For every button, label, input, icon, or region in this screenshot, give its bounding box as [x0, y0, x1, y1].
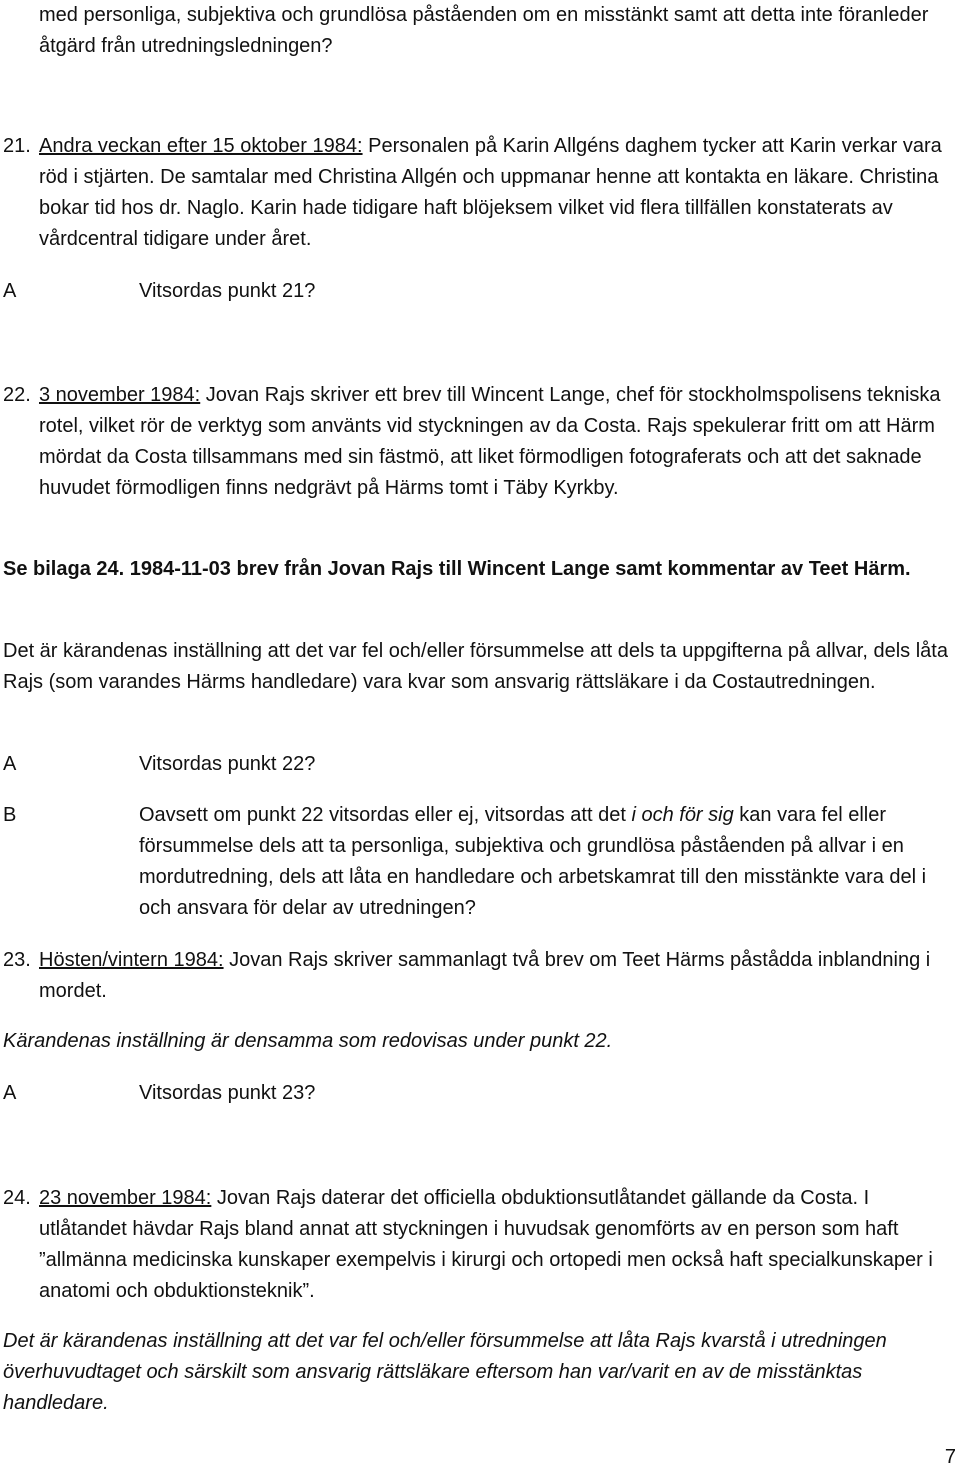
position-24: Det är kärandenas inställning att det var fel och/eller försummelse att låta Rajs kvarstå i utredningen överhuvudtaget och särskilt som ansvarig rättsläkare eftersom han var/varit en av de misstänktas handledare. [3, 1330, 887, 1414]
intro-paragraph: med personliga, subjektiva och grundlösa påståenden om en misstänkt samt att detta inte föranleder åtgärd från utredningsledningen? [39, 4, 929, 57]
question-letter: A [3, 753, 17, 775]
item-body: Jovan Rajs skriver ett brev till Wincent Lange, chef för stockholmspolisens tekniska rotel, vilket rör de verktyg som använts vid styckningen av da Costa. Rajs spekulerar fritt om att Härm mördat da Costa tillsammans med sin fästmö, att liket förmodligen fotograferats och att det saknade huvudet förmodligen finns nedgrävt på Härms tomt i Täby Kyrkby. [39, 384, 941, 499]
page-number: 7 [944, 1446, 956, 1468]
question-letter: A [3, 280, 17, 302]
position-23: Kärandenas inställning är densamma som redovisas under punkt 22. [3, 1030, 613, 1052]
bilaga-reference: Se bilaga 24. 1984-11-03 brev från Jovan Rajs till Wincent Lange samt kommentar av Teet Härm. [3, 558, 911, 580]
question-letter: B [3, 804, 17, 826]
item-body: Jovan Rajs skriver sammanlagt två brev om Teet Härms påstådda inblandning i mordet. [39, 949, 931, 1002]
item-number: 22. [3, 384, 31, 406]
emphasis: i och för sig [631, 804, 734, 826]
question-text: Vitsordas punkt 21? [139, 280, 316, 302]
item-body: Jovan Rajs daterar det officiella obduktionsutlåtandet gällande da Costa. I utlåtandet hävdar Rajs bland annat att styckningen i huvudsak genomförts av en person som haft ”allmänna medicinska kunskaper exempelvis i kirurgi och ortopedi men också haft specialkunskaper i anatomi och obduktionsteknik”. [39, 1187, 933, 1302]
question-text: Vitsordas punkt 23? [139, 1082, 316, 1104]
item-date: Andra veckan efter 15 oktober 1984: [39, 135, 363, 157]
item-number: 21. [3, 135, 31, 157]
item-21-text [39, 131, 959, 255]
item-number: 23. [3, 949, 31, 971]
item-23-text [39, 945, 959, 1007]
item-body: Personalen på Karin Allgéns daghem tycker att Karin verkar vara röd i stjärten. De samtalar med Christina Allgén och uppmanar henne att kontakta en läkare. Christina bokar tid hos dr. Naglo. Karin hade tidigare haft blöjeksem vilket vid flera tillfällen konstaterats av vårdcentral tidigare under året. [39, 135, 942, 250]
item-22-text [39, 380, 959, 504]
question-text: Vitsordas punkt 22? [139, 753, 316, 775]
position-22: Det är kärandenas inställning att det var fel och/eller försummelse att dels ta uppgifterna på allvar, dels låta Rajs (som varandes Härms handledare) vara kvar som ansvarig rättsläkare i da Costautredningen. [3, 640, 948, 693]
question-letter: A [3, 1082, 17, 1104]
item-number: 24. [3, 1187, 31, 1209]
item-date: Hösten/vintern 1984: [39, 949, 224, 971]
question-text: Oavsett om punkt 22 vitsordas eller ej, vitsordas att det i och för sig kan vara fel eller försummelse dels att ta personliga, subjektiva och grundlösa påståenden på allvar i en mordutredning, dels att låta en handledare och arbetskamrat till den misstänkte vara del i och ansvara för delar av utredningen? [139, 804, 927, 919]
item-date: 3 november 1984: [39, 384, 201, 406]
item-24-text [39, 1183, 959, 1307]
item-date: 23 november 1984: [39, 1187, 212, 1209]
